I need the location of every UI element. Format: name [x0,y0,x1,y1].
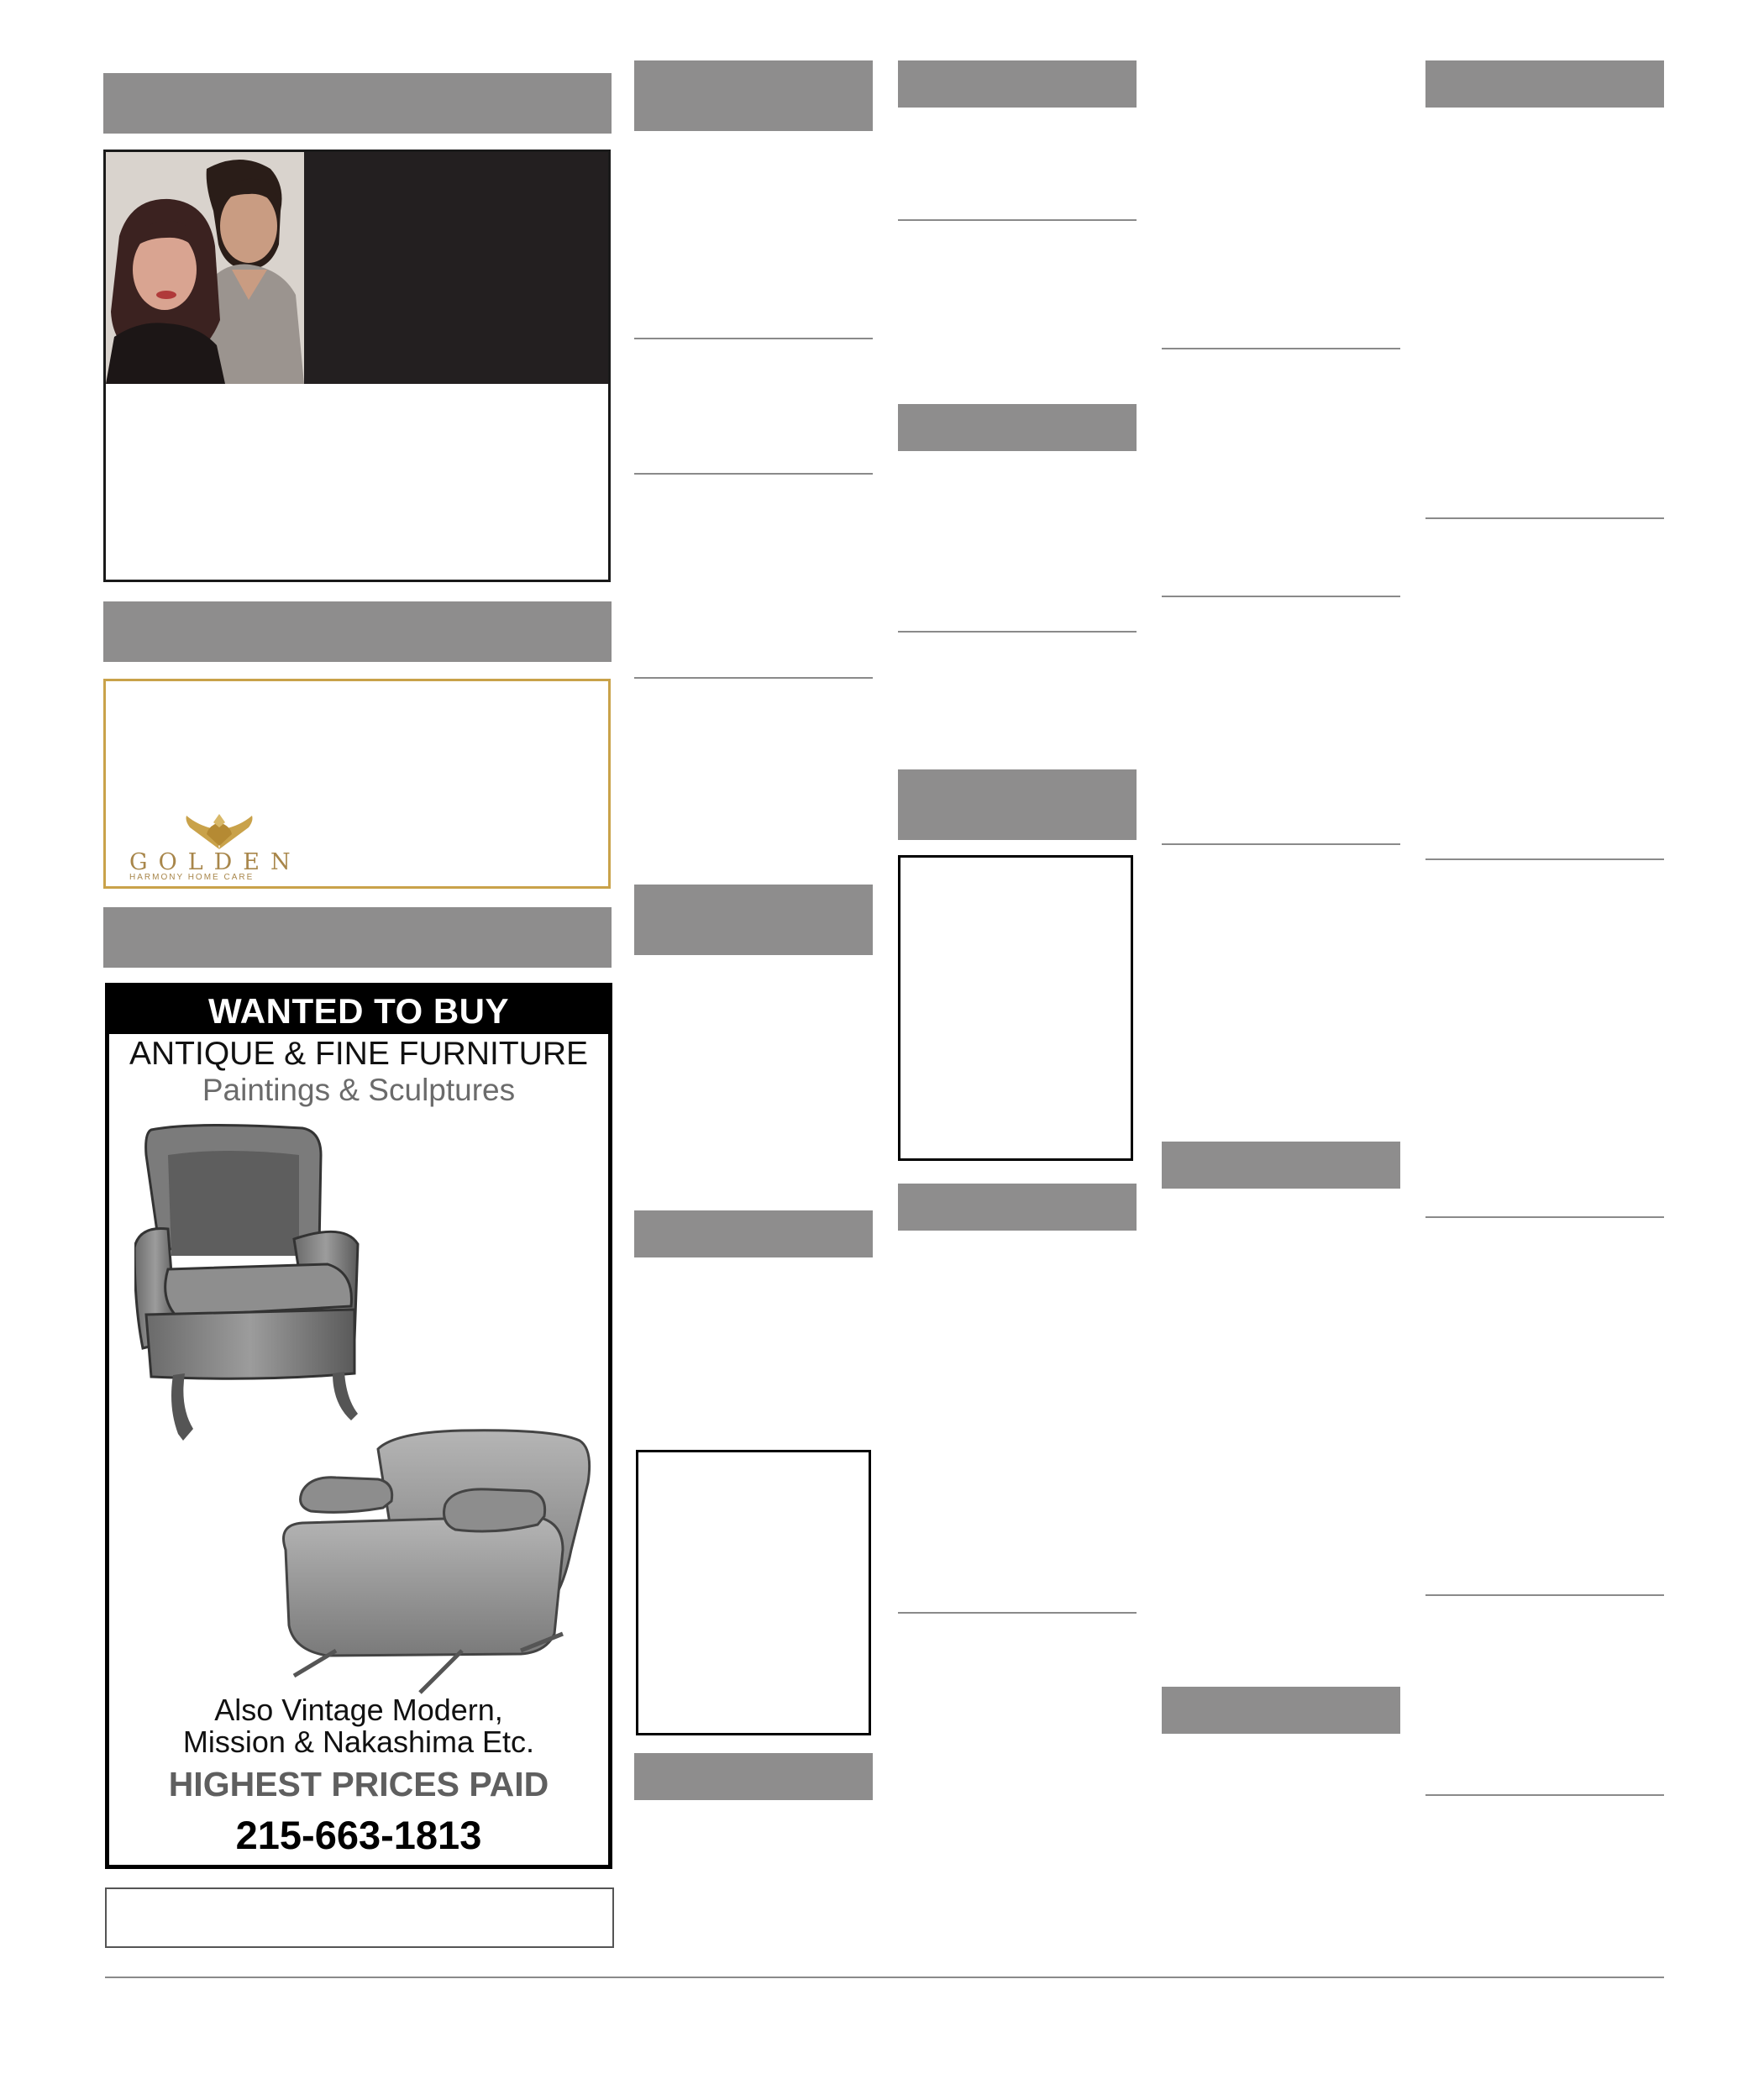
page-bottom-rule [105,1977,1664,1978]
divider-rule [1425,858,1664,860]
section-header-bar [103,73,612,134]
ad-line-mission: Mission & Nakashima Etc. [182,1725,535,1759]
divider-rule [634,677,873,679]
section-header-bar [898,1184,1137,1231]
section-header-bar [898,769,1137,840]
ad-line-vintage: Also Vintage Modern, [214,1693,503,1727]
divider-rule [898,219,1137,221]
divider-rule [1425,1216,1664,1218]
divider-rule [1425,517,1664,519]
section-header-bar [898,404,1137,451]
armchair-illustration [134,1121,403,1474]
section-header-bar [898,60,1137,108]
golden-logo-word: GOLDEN [129,849,302,875]
section-header-bar [634,885,873,955]
bordered-ad-box [636,1450,871,1735]
ad-line-paintings: Paintings & Sculptures [202,1073,516,1107]
divider-rule [898,631,1137,633]
section-header-bar [634,1753,873,1800]
ad-line-highest-prices: HIGHEST PRICES PAID [168,1765,549,1803]
ad-phone-number: 215-663-1813 [235,1813,482,1857]
section-header-bar [1162,1142,1400,1189]
ad-line-furniture: ANTIQUE & FINE FURNITURE [129,1036,589,1072]
golden-harmony-advertisement [103,679,611,889]
bordered-ad-box [898,855,1133,1161]
divider-rule [634,338,873,339]
wanted-to-buy-advertisement [105,983,612,1869]
golden-wing-logo-icon [181,812,257,853]
couple-photo-art [106,152,304,384]
divider-rule [1162,348,1400,349]
section-header-bar [1162,1687,1400,1734]
section-header-bar [103,601,612,662]
empty-ad-box [105,1887,614,1948]
golden-logo-subtitle: HARMONY HOME CARE [129,873,255,882]
photo-advertisement [103,150,611,582]
divider-rule [634,473,873,475]
section-header-bar [634,1210,873,1257]
divider-rule [1425,1594,1664,1596]
divider-rule [1425,1794,1664,1796]
modern-chair-illustration [277,1424,596,1701]
ad-headline: WANTED TO BUY [109,987,608,1034]
divider-rule [1162,596,1400,597]
divider-rule [1162,843,1400,845]
section-header-bar [1425,60,1664,108]
section-header-bar [634,60,873,131]
couple-photo [106,152,304,384]
divider-rule [898,1612,1137,1614]
section-header-bar [103,907,612,968]
